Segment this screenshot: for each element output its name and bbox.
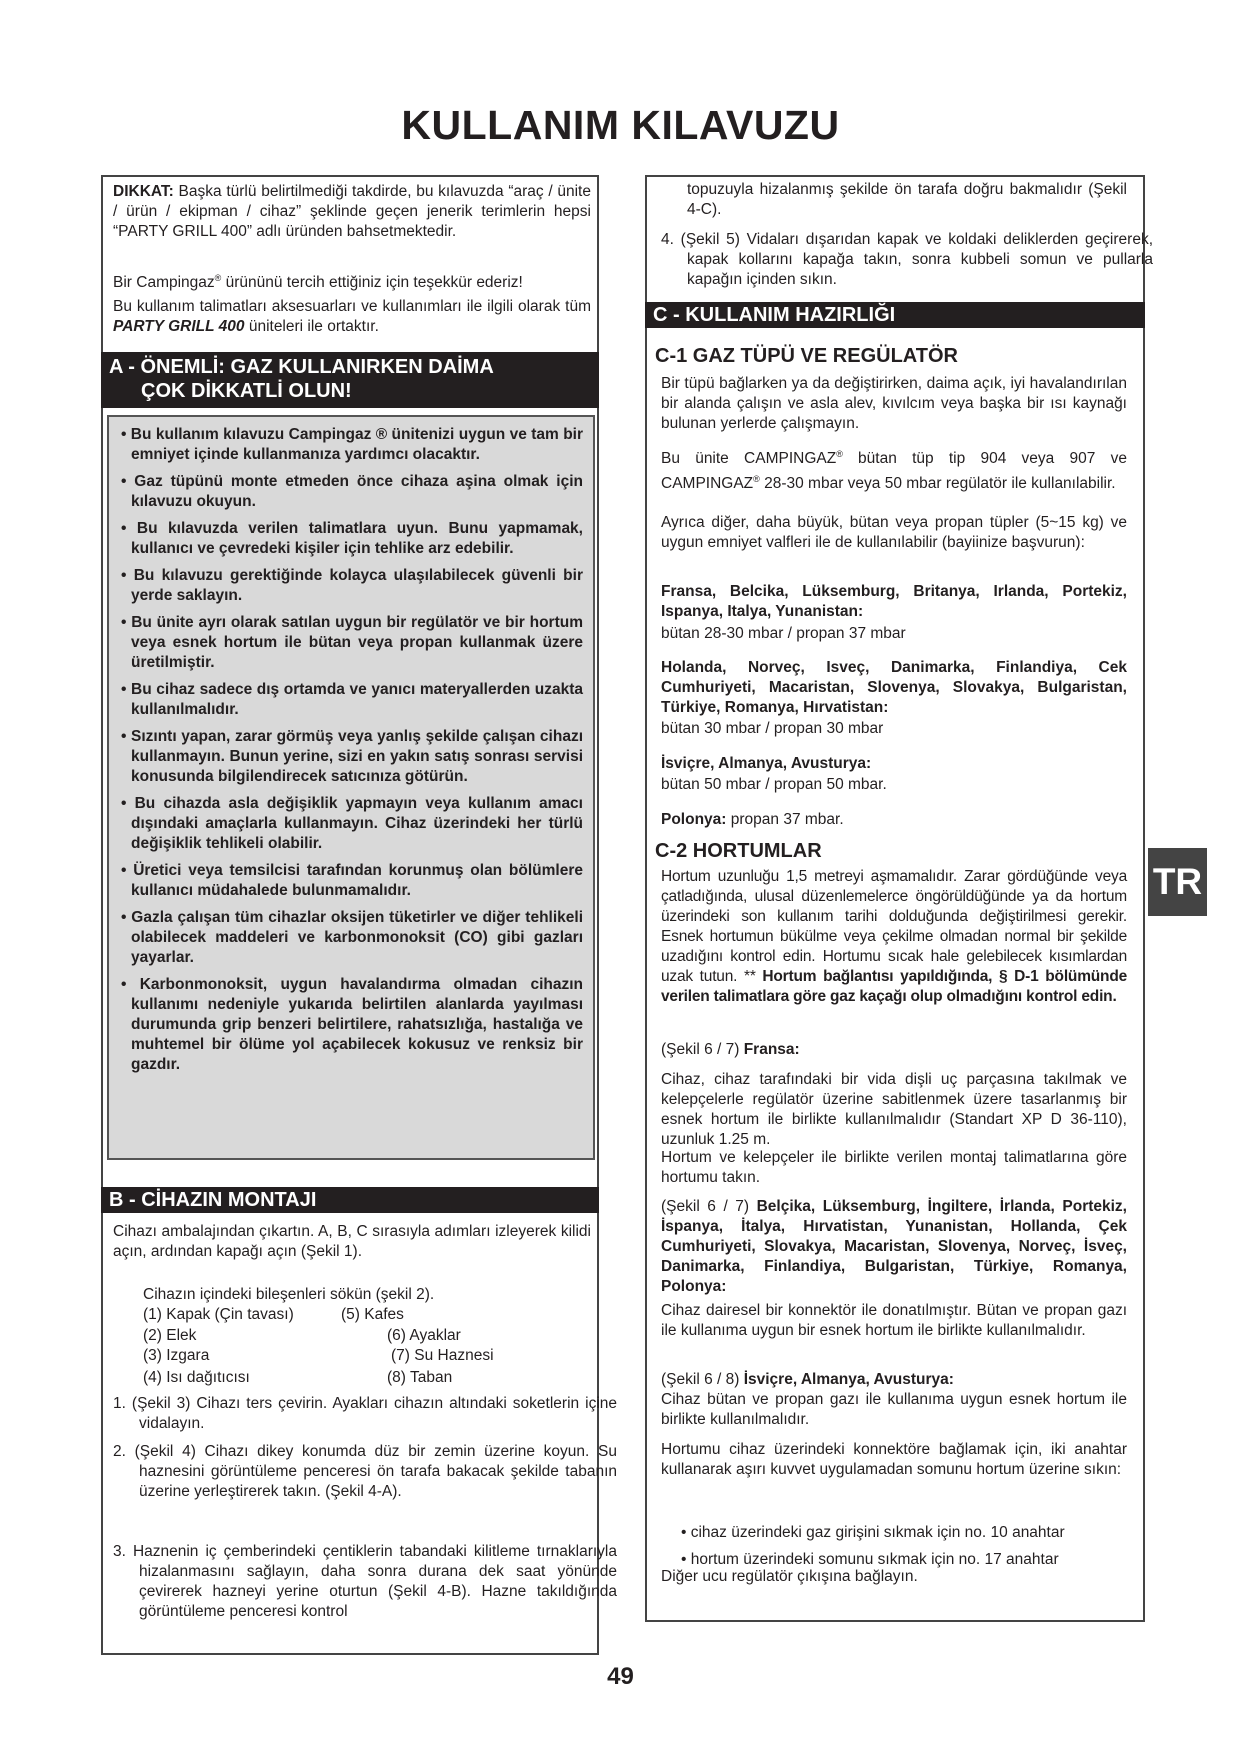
warning-item: • Üretici veya temsilcisi tarafından korunmuş olan bölümlere kullanıcı müdahalede bulunmamalıdır. [121, 862, 583, 899]
connection-paragraph: Hortumu cihaz üzerindeki konnektöre bağlamak için, iki anahtar kullanarak aşırı kuvvet uygulamadan somunu hortum üzerine sıkın: [661, 1441, 1127, 1478]
section-a-title-line1: A - ÖNEMLİ: GAZ KULLANIRKEN DAİMA [109, 356, 494, 378]
countries-group-2: Holanda, Norveç, Isveç, Danimarka, Finlandiya, Cek Cumhuriyeti, Macaristan, Slovenya, Slovakya, Bulgaristan, Türkiye, Romanya, Hırvatistan: [661, 659, 1127, 716]
pressure-group-4: propan 37 mbar. [726, 811, 844, 828]
continued-text: topuzuyla hizalanmış şekilde ön tarafa doğru bakmalıdır (Şekil 4-C). [687, 181, 1127, 218]
warning-item: • Sızıntı yapan, zarar görmüş veya yanlış şekilde çalışan cihazı kullanmayın. Bunun yerine, sizi en yakın satış sonrası servisi konusunda bilgilendirecek satıcınıza götürün. [121, 728, 583, 785]
c2-p1-bold: Hortum bağlantısı yapıldığında, § D-1 bölümünde verilen talimatlara göre gaz kaçağı olup olmadığını kontrol edin. [661, 968, 1128, 1005]
countries-group-1: Fransa, Belcika, Lüksemburg, Britanya, Irlanda, Portekiz, Ispanya, Italya, Yunanistan: [661, 583, 1127, 620]
part-3: (3) Izgara [143, 1346, 210, 1364]
figure-ref: (Şekil 6 / 8) [661, 1371, 744, 1388]
warning-item: • Bu kullanım kılavuzu Campingaz ® ünitenizi uygun ve tam bir emniyet içinde kullanmanıza yardımcı olacaktır. [121, 426, 583, 463]
registered-mark: ® [836, 449, 843, 459]
eu-countries: Belçika, Lüksemburg, İngiltere, İrlanda, Portekiz, İspanya, İtalya, Hırvatistan, Yunanistan, Hollanda, Çek Cumhuriyeti, Slovakya, Macaristan, Slovenya, Norveç, İsveç, Danimarka, Finlandiya, Bulgaristan, Türkiye, Romanya, Polonya: [661, 1198, 1127, 1295]
part-2: (2) Elek [143, 1326, 197, 1344]
thanks-text-b: ürününü tercih ettiğiniz için teşekkür ederiz! [221, 274, 523, 292]
step-1: 1. (Şekil 3) Cihazı ters çevirin. Ayakları cihazın altındaki soketlerin içine vidalayın. [113, 1395, 617, 1432]
common-text-b: üniteleri ile ortaktır. [244, 318, 379, 335]
france-paragraph: Cihaz, cihaz tarafındaki bir vida dişli uç parçasına takılmak ve kelepçelerle regülatör üzerine sabitlenmek üzere tasarlanmış bir esnek hortum ile birlikte kullanılmalıdır (Standart XP D 36-110), uzunluk 1.25 m. [661, 1071, 1127, 1148]
final-instruction: Diğer ucu regülatör çıkışına bağlayın. [661, 1568, 918, 1585]
thanks-text-a: Bir Campingaz [113, 274, 215, 292]
part-5: (5) Kafes [341, 1305, 404, 1323]
c1-paragraph-2 [661, 444, 1127, 494]
pressure-group-2: bütan 30 mbar / propan 30 mbar [661, 720, 884, 737]
step-4: 4. (Şekil 5) Vidaları dışarıdan kapak ve koldaki deliklerden geçirerek, kapak kollarını kapağa takın, sonra kubbeli somun ve pullarla kapağın içinden sıkın. [661, 231, 1153, 288]
section-a-heading [101, 352, 599, 408]
france-label: Fransa: [743, 1041, 800, 1058]
c2-p1-text: Hortum uzunluğu 1,5 metreyi aşmamalıdır. Zarar gördüğünde veya çatladığında, ulusal düzenlemelerce öngörüldüğünde ya da hortum üzerindeki son kullanım tarihi dolduğunda değiştirilmesi gerekir. Esnek hortumun bükülme veya çekilme olmadan normal bir şekilde uzadığını kontrol edin. Hortumu sıcak hale gelebilecek kısımlardan uzak tutun. ** [661, 868, 1127, 985]
page-number: 49 [607, 1663, 634, 1690]
c2-heading: C-2 HORTUMLAR [655, 840, 822, 862]
c1-paragraph-3: Ayrıca diğer, daha büyük, bütan veya propan tüpler (5~15 kg) ve uygun emniyet valfleri ile de kullanılabilir (bayiinize başvurun): [661, 514, 1127, 551]
pressure-group-3: bütan 50 mbar / propan 50 mbar. [661, 776, 887, 793]
c2-paragraph-1 [661, 867, 1127, 1007]
wrench-bullet-1: • cihaz üzerindeki gaz girişini sıkmak için no. 10 anahtar [681, 1523, 1065, 1541]
part-6: (6) Ayaklar [387, 1326, 461, 1344]
ch-paragraph: Cihaz bütan ve propan gazı ile kullanıma uygun esnek hortum ile birlikte kullanılmalıdır. [661, 1391, 1127, 1428]
part-7: (7) Su Haznesi [391, 1346, 494, 1364]
c1-paragraph-1: Bir tüpü bağlarken ya da değiştirirken, daima açık, iyi havalandırılan bir alanda çalışın ve asla alev, kıvılcım veya başka bir ısı kaynağı bulunan yerlerde çalışmayın. [661, 375, 1127, 432]
poland-line [661, 810, 1127, 830]
caution-paragraph [113, 182, 591, 242]
pressure-group-1: bütan 28-30 mbar / propan 37 mbar [661, 625, 906, 642]
language-tab: TR [1148, 848, 1207, 916]
page-title: KULLANIM KILAVUZU [401, 102, 840, 148]
common-text-a: Bu kullanım talimatları aksesuarları ve kullanımları ile ilgili olarak tüm [113, 298, 591, 315]
product-name: PARTY GRILL 400 [113, 318, 245, 335]
warning-item: • Bu cihazda asla değişiklik yapmayın veya kullanım amacı dışındaki amaçlarla kullanmayın. Cihaz üzerindeki her türlü değişiklik tehlikeli olabilir. [121, 795, 583, 852]
warning-item: • Bu ünite ayrı olarak satılan uygun bir regülatör ve bir hortum veya esnek hortum ile bütan veya propan kullanmak üzere üretilmiştir. [121, 614, 583, 671]
part-1: (1) Kapak (Çin tavası) [143, 1305, 294, 1323]
step-2: 2. (Şekil 4) Cihazı dikey konumda düz bir zemin üzerine koyun. Su haznesini görüntüleme penceresi ön tarafa bakacak şekilde tabanın üzerine yerleştirerek takın. (Şekil 4-A). [113, 1443, 617, 1500]
c1-p2-b: bütan tüp tip 904 veya 907 ve CAMPINGAZ [661, 450, 1128, 493]
left-column [101, 175, 617, 1655]
parts-intro: Cihazın içindeki bileşenleri sökün (şekil 2). [143, 1285, 435, 1303]
warning-item: • Karbonmonoksit, uygun havalandırma olmadan cihazın kullanımı nedeniyle yukarıda belirtilen alanlarda yayılması durumunda grip benzeri belirtilere, rahatsızlığa, hastalığa ve muhtemel bir ölüme yol açabilecek kokusuz ve renksiz bir gazdır. [121, 976, 583, 1073]
part-8: (8) Taban [387, 1368, 453, 1386]
warning-item: • Bu kılavuzu gerektiğinde kolayca ulaşılabilecek güvenli bir yerde saklayın. [121, 567, 583, 604]
section-a-title-line2: ÇOK DİKKATLİ OLUN! [141, 380, 352, 402]
c1-p2-c: 28-30 mbar veya 50 mbar regülatör ile kullanılabilir. [759, 475, 1116, 493]
c1-heading: C-1 GAZ TÜPÜ VE REGÜLATÖR [655, 345, 958, 367]
eu-paragraph: Cihaz dairesel bir konnektör ile donatılmıştır. Bütan ve propan gazı ile kullanıma uygun bir esnek hortum ile birlikte kullanılmalıdır. [661, 1302, 1127, 1339]
figure-ref: (Şekil 6 / 7) [661, 1041, 744, 1058]
caution-text: Başka türlü belirtilmediği takdirde, bu kılavuzda “araç / ünite / ürün / ekipman / cihaz” şeklinde geçen jenerik terimlerin hepsi “PARTY GRILL 400” adlı üründen bahsetmektedir. [113, 183, 591, 240]
warning-item: • Bu cihaz sadece dış ortamda ve yanıcı materyallerden uzakta kullanılmalıdır. [121, 681, 583, 718]
countries-group-4: Polonya: [661, 811, 727, 828]
ch-heading [661, 1370, 1127, 1390]
france-heading [661, 1040, 1127, 1060]
right-column [645, 175, 1153, 1622]
ch-countries: İsviçre, Almanya, Avusturya: [743, 1371, 954, 1388]
thanks-paragraph [113, 268, 591, 293]
registered-mark: ® [753, 474, 760, 485]
warning-item: • Gaz tüpünü monte etmeden önce cihaza aşina olmak için kılavuzu okuyun. [121, 473, 583, 510]
warning-item: • Bu kılavuzda verilen talimatlara uyun. Bunu yapmamak, kullanıcı ve çevredeki kişiler için tehlike arz edebilir. [121, 520, 583, 557]
eu-countries-paragraph [661, 1197, 1127, 1297]
part-4: (4) Isı dağıtıcısı [143, 1368, 250, 1386]
warnings-box [107, 415, 595, 1160]
caution-label: DIKKAT: [113, 183, 174, 200]
france-paragraph-2: Hortum ve kelepçeler ile birlikte verilen montaj talimatlarına göre hortumu takın. [661, 1149, 1127, 1186]
section-c-heading: C - KULLANIM HAZIRLIĞI [645, 302, 1145, 328]
section-b-heading: B - CİHAZIN MONTAJI [101, 1187, 599, 1213]
registered-mark: ® [214, 273, 222, 283]
section-b-intro: Cihazı ambalajından çıkartın. A, B, C sırasıyla adımları izleyerek kilidi açın, ardından kapağı açın (Şekil 1). [113, 1223, 591, 1260]
countries-group-3: İsviçre, Almanya, Avusturya: [661, 755, 872, 772]
wrench-bullet-2: • hortum üzerindeki somunu sıkmak için no. 17 anahtar [681, 1550, 1059, 1568]
warning-item: • Gazla çalışan tüm cihazlar oksijen tüketirler ve diğer tehlikeli olabilecek maddeleri ve karbonmonoksit (CO) gibi gazları yayarlar. [121, 909, 583, 966]
c1-p2-a: Bu ünite CAMPINGAZ [661, 450, 837, 468]
figure-ref: (Şekil 6 / 7) [661, 1198, 757, 1215]
common-paragraph [113, 297, 591, 337]
step-3: 3. Haznenin iç çemberindeki çentiklerin tabandaki kilitleme tırnaklarıyla hizalanmasını sağlayın, daha sonra durana dek saat yönünde çevirerek hazneyi yerine oturtun (Şekil 4-B). Hazne takıldığında görüntüleme penceresi kontrol [113, 1543, 617, 1620]
